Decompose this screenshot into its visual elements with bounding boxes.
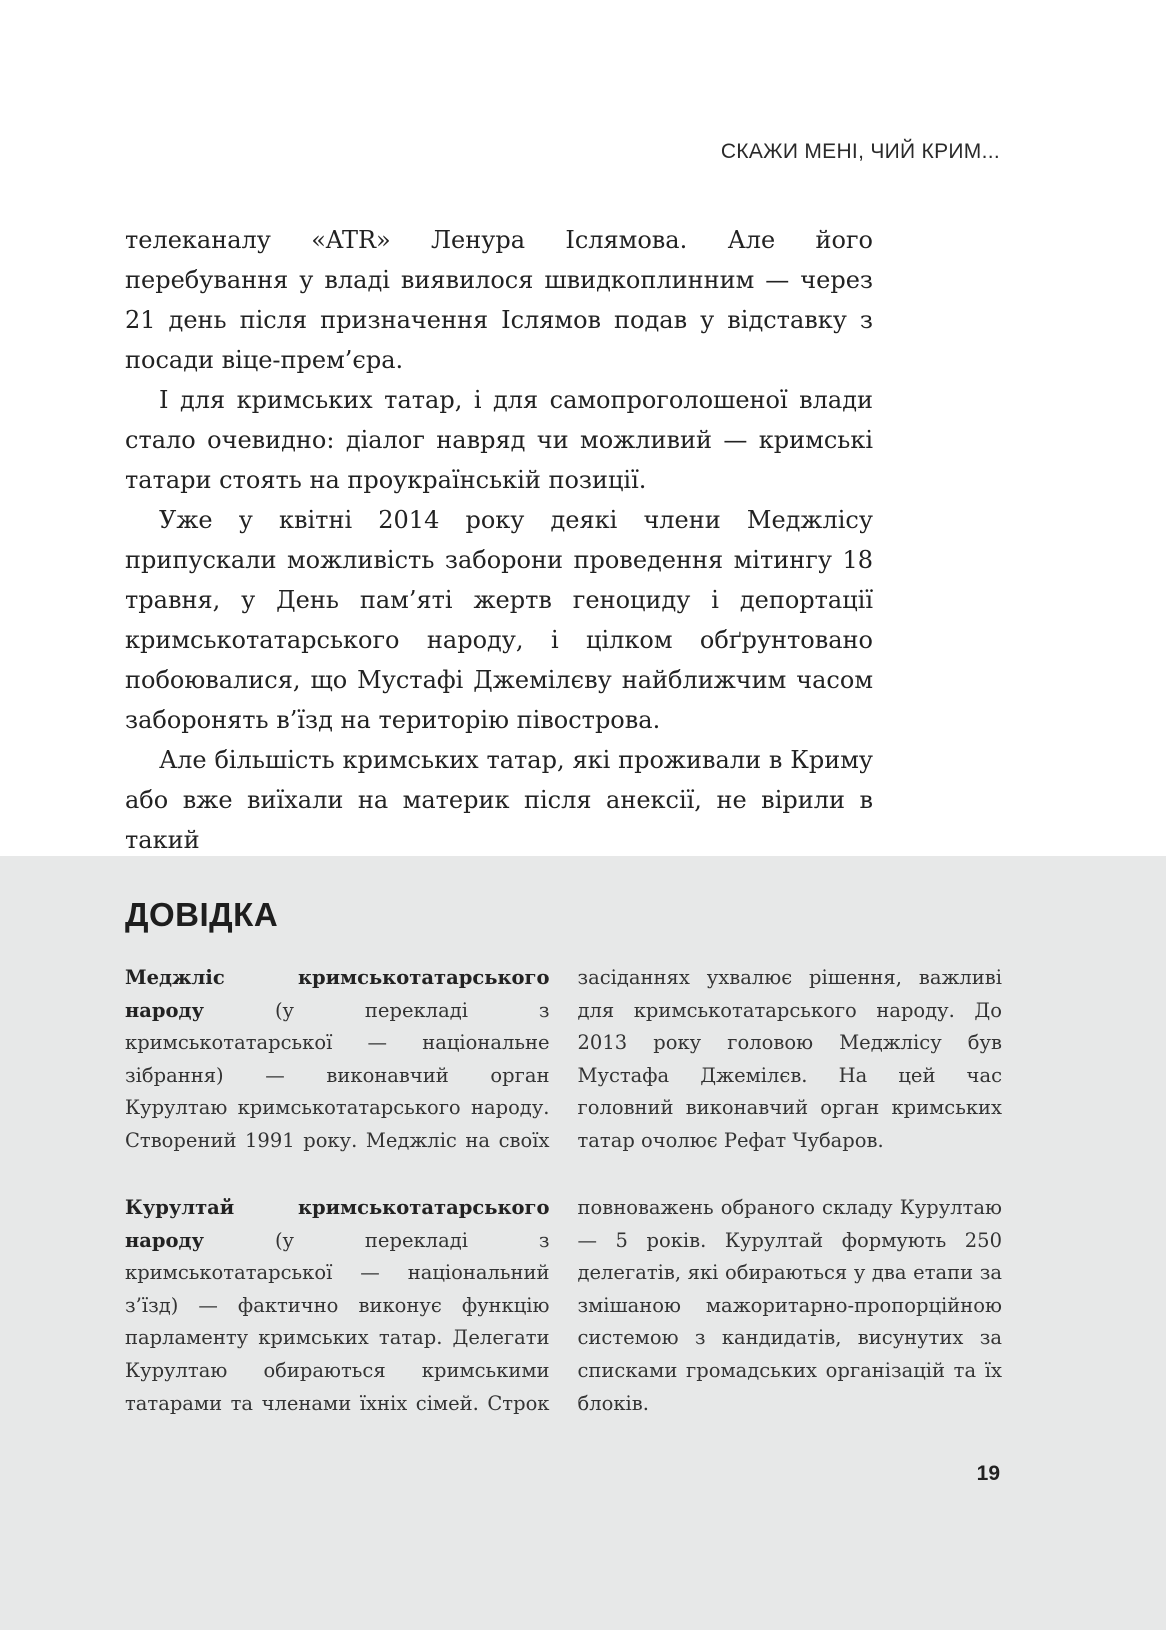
reference-definition: (у перекладі з кримськотатарської — національне зібрання) — виконавчий орган Курултаю кримськотатарського народу. Створений 1991 року. Меджліс на своїх засіданнях ухвалює рішення, важливі для кримськотатарського народу. До 2013 року головою Меджлісу був Мустафа Джемілєв. На цей час головний виконавчий орган кримських татар очолює Рефат Чубаров. [125,966,1002,1152]
reference-panel [0,856,1166,1630]
page-number: 19 [976,1462,1000,1485]
reference-entry-kurultai [125,1192,1002,1423]
reference-term: Меджліс кримськотатарського народу [125,966,550,1022]
paragraph: Але більшість кримських татар, які проживали в Криму або вже виїхали на материк після анексії, не вірили в такий [125,746,873,854]
reference-definition: (у перекладі з кримськотатарської — національний з’їзд) — фактично виконує функцію парламенту кримських татар. Делегати Курултаю обираються кримськими татарами та членами їхніх сімей. Строк повноважень обраного складу Курултаю — 5 років. Курултай формують 250 делегатів, які обираються у два етапи за змішаною мажоритарно-пропорційною системою з кандидатів, висунутих за списками громадських організацій та їх блоків. [125,1196,1002,1415]
reference-heading: ДОВІДКА [125,896,279,933]
reference-entry-mejlis [125,962,1002,1160]
paragraph: І для кримських татар, і для самопроголошеної влади стало очевидно: діалог навряд чи можливий — кримські татари стоять на проукраїнській позиції. [125,386,873,494]
running-header: СКАЖИ МЕНІ, ЧИЙ КРИМ... [720,140,1000,163]
paragraph: телеканалу «ATR» Ленура Іслямова. Але його перебування у владі виявилося швидкоплинним — через 21 день після призначення Іслямов подав у відставку з посади віце-прем’єра. [125,226,873,374]
main-text [125,220,873,860]
reference-term: Курултай кримськотатарського народу [125,1196,550,1252]
paragraph: Уже у квітні 2014 року деякі члени Меджлісу припускали можливість заборони проведення мітингу 18 травня, у День пам’яті жертв геноциду і депортації кримськотатарського народу, і цілком обґрунтовано побоювалися, що Мустафі Джемілєву найближчим часом заборонять в’їзд на територію півострова. [125,506,873,734]
